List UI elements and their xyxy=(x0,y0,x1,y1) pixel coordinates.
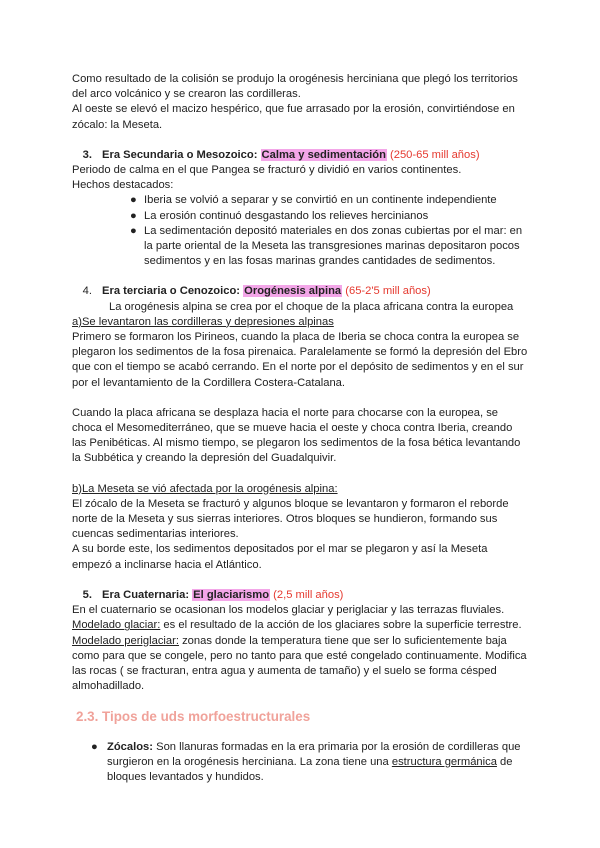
era-highlight: Calma y sedimentación xyxy=(261,148,386,161)
era-label: Era Cuaternaria: xyxy=(102,588,190,601)
modelado-glaciar-label: Modelado glaciar: xyxy=(72,619,161,632)
document-page xyxy=(72,72,528,785)
era-period: (65-2'5 mill años) xyxy=(345,285,431,298)
list-item: ● La erosión continuó desgastando los relieves hercinianos xyxy=(72,209,528,224)
era-secundaria-text: Periodo de calma en el que Pangea se fracturó y dividió en varios continentes. xyxy=(72,164,462,177)
bullet-icon: ● xyxy=(130,224,137,237)
modelado-periglaciar-paragraph: Modelado periglaciar: zonas donde la temperatura tiene que ser lo suficientemente baja como para que se congele, pero no tanto para que esté congelado continuamente. Modifica las rocas ( se fracturan, entra agua y aumenta de tamaño) y el suelo se forma césped almohadillado. xyxy=(72,634,527,693)
era-highlight: El glaciarismo xyxy=(193,588,270,601)
subsection-a-paragraph-2: Cuando la placa africana se desplaza hacia el norte para chocarse con la europea, se choca el Mesomediterráneo, que se mueve hacia el oeste y choca contra Iberia, creando las Penibéticas. Al mismo tiempo, se plegaron los sedimentos de la fosa bética levantando la Subbética y creando la depresión del Guadalquivir. xyxy=(72,406,521,465)
era-cuaternaria-heading xyxy=(72,588,528,603)
era-terciaria-heading xyxy=(72,284,528,299)
list-item: ● La sedimentación depositó materiales en dos zonas cubiertas por el mar: en la parte oriental de la Meseta las transgresiones marinas depositaron pocos sedimentos y en las fosas marinas grandes cantidades de sedimentos. xyxy=(130,224,523,268)
section-title: 2.3. Tipos de uds morfoestructurales xyxy=(76,709,311,725)
heading-number: 3. xyxy=(82,148,92,161)
hechos-list xyxy=(72,193,528,269)
era-period: (250-65 mill años) xyxy=(390,148,480,161)
era-label: Era Secundaria o Mesozoico: xyxy=(102,148,258,161)
subsection-a-paragraph-1: Primero se formaron los Pirineos, cuando la placa de Iberia se choca contra la europea se plegaron los sedimentos de la fosa pirenaica. Paralelamente se formó la depresión del Ebro que con el tiempo se acabó cerrando. En el norte por el depósito de sedimentos y en el sur por el levantamiento de la Cordillera Costera-Catalana. xyxy=(72,331,528,389)
intro-paragraph-2: Al oeste se elevó el macizo hespérico, que fue arrasado por la erosión, convirtiéndose en zócalo: la Meseta. xyxy=(72,103,515,131)
era-highlight: Orogénesis alpina xyxy=(244,285,342,298)
subsection-b-paragraph-1: El zócalo de la Meseta se fracturó y algunos bloque se levantaron y formaron el reborde norte de la Meseta y sus sierras interiores. Otros bloques se hundieron, formando sus cuencas sedimentarias interiores. xyxy=(72,497,509,541)
list-item: ● Iberia se volvió a separar y se convirtió en un continente independiente xyxy=(72,193,528,208)
era-cuaternaria-text: En el cuaternario se ocasionan los modelos glaciar y periglaciar y las terrazas fluviales. xyxy=(72,604,505,617)
subsection-a-title: a)Se levantaron las cordilleras y depresiones alpinas xyxy=(72,315,334,328)
era-period: (2,5 mill años) xyxy=(273,588,344,601)
era-label: Era terciaria o Cenozoico: xyxy=(102,285,241,298)
subsection-b-title: b)La Meseta se vió afectada por la orogénesis alpina: xyxy=(72,482,338,495)
era-terciaria-intro: La orogénesis alpina se crea por el choque de la placa africana contra la europea xyxy=(109,300,514,313)
zocalos-item: ● Zócalos: Son llanuras formadas en la era primaria por la erosión de cordilleras que surgieron en la orogénesis herciniana. La zona tiene una estructura germánica de bloques levantados y hundidos. xyxy=(91,740,521,783)
era-secundaria-heading xyxy=(72,148,528,163)
intro-paragraph-1: Como resultado de la colisión se produjo la orogénesis herciniana que plegó los territorios del arco volcánico y se crearon las cordilleras. xyxy=(72,73,518,101)
modelado-periglaciar-label: Modelado periglaciar: xyxy=(72,634,179,647)
bullet-icon: ● xyxy=(130,209,137,222)
estructura-germanica-link: estructura germánica xyxy=(391,755,497,768)
hechos-destacados-label: Hechos destacados: xyxy=(72,179,174,192)
bullet-icon: ● xyxy=(130,194,137,207)
heading-number: 5. xyxy=(82,588,92,601)
heading-number: 4. xyxy=(82,285,92,298)
subsection-b-paragraph-2: A su borde este, los sedimentos depositados por el mar se plegaron y así la Meseta empezó a inclinarse hacia el Atlántico. xyxy=(72,543,488,571)
bullet-icon: ● xyxy=(91,740,98,753)
modelado-glaciar-paragraph: Modelado glaciar: es el resultado de la acción de los glaciares sobre la superficie terrestre. xyxy=(72,619,522,632)
zocalos-label: Zócalos: xyxy=(107,740,154,753)
